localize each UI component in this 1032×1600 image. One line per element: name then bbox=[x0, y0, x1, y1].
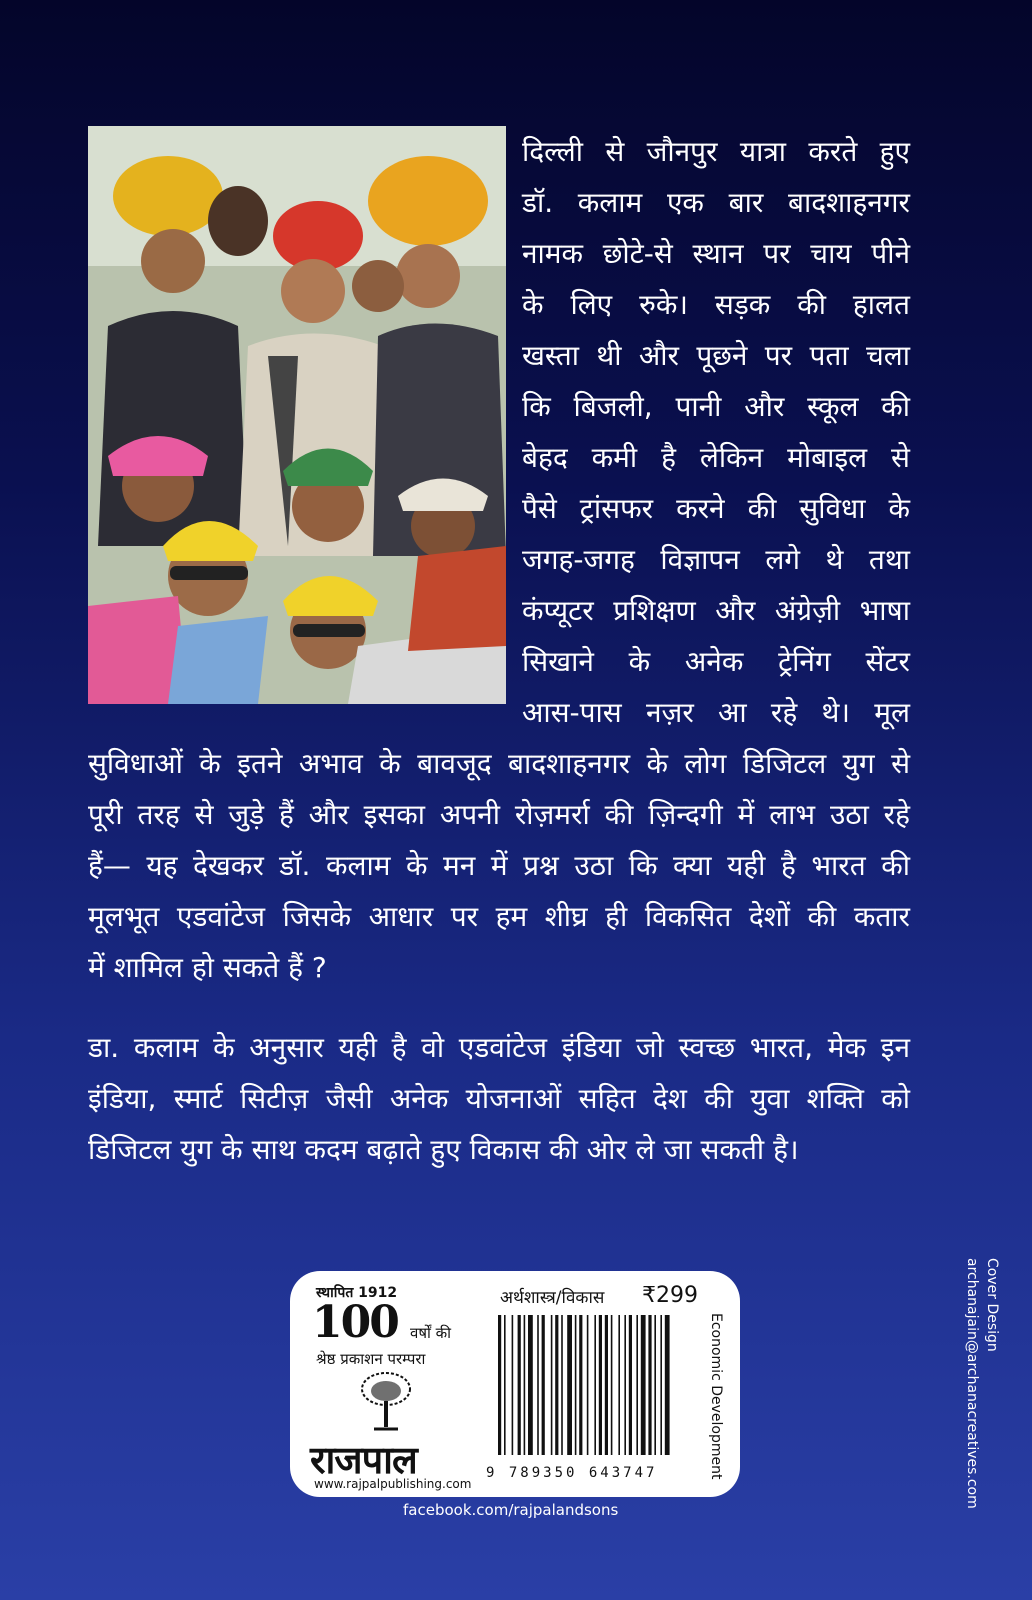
publisher-logo-text: राजपाल bbox=[310, 1438, 417, 1482]
text-line: आस-पास नज़र आ रहे थे। मूल bbox=[522, 696, 910, 729]
book-category: अर्थशास्त्र/विकास bbox=[500, 1288, 605, 1308]
designer-email: archanajain@archanacreatives.com bbox=[964, 1258, 980, 1509]
text-line: डा. कलाम के अनुसार यही है वो एडवांटेज इंडिया जो स्वच्छ भारत, मेक इन bbox=[88, 1031, 910, 1064]
years-label: वर्षों की bbox=[410, 1324, 452, 1342]
text-line: कि बिजली, पानी और स्कूल की bbox=[522, 390, 910, 423]
facebook-link[interactable]: facebook.com/rajpalandsons bbox=[403, 1501, 619, 1519]
category-english: Economic Development bbox=[708, 1313, 724, 1480]
tradition-label: श्रेष्ठ प्रकाशन परम्परा bbox=[316, 1350, 426, 1368]
tree-icon bbox=[358, 1371, 414, 1435]
publisher-website: www.rajpalpublishing.com bbox=[314, 1477, 472, 1491]
cover-design-credit bbox=[962, 1258, 1002, 1509]
text-line: डिजिटल युग के साथ कदम बढ़ाते हुए विकास की ओर ले जा सकती है। bbox=[88, 1133, 799, 1166]
text-line: सिखाने के अनेक ट्रेनिंग सेंटर bbox=[522, 645, 910, 678]
barcode-icon bbox=[498, 1315, 694, 1455]
intro-paragraph-wrapped bbox=[522, 126, 910, 738]
text-line: जगह-जगह विज्ञापन लगे थे तथा bbox=[522, 543, 910, 576]
text-line: में शामिल हो सकते हैं ? bbox=[88, 951, 327, 984]
book-price: ₹299 bbox=[642, 1283, 698, 1308]
text-line: सुविधाओं के इतने अभाव के बावजूद बादशाहनगर के लोग डिजिटल युग से bbox=[88, 747, 910, 780]
intro-paragraph-continued bbox=[88, 738, 910, 993]
text-line: कंप्यूटर प्रशिक्षण और अंग्रेज़ी भाषा bbox=[522, 594, 910, 627]
established-year: स्थापित 1912 bbox=[316, 1285, 398, 1301]
text-line: नामक छोटे-से स्थान पर चाय पीने bbox=[522, 237, 910, 270]
text-line: के लिए रुके। सड़क की हालत bbox=[522, 288, 910, 321]
publisher-barcode-box bbox=[290, 1271, 740, 1497]
cover-design-label: Cover Design bbox=[984, 1258, 1000, 1352]
text-line: हैं— यह देखकर डॉ. कलाम के मन में प्रश्न उठा कि क्या यही है भारत की bbox=[88, 849, 910, 882]
text-line: पैसे ट्रांसफर करने की सुविधा के bbox=[522, 492, 910, 525]
summary-paragraph bbox=[88, 1022, 910, 1175]
text-line: पूरी तरह से जुड़े हैं और इसका अपनी रोज़मर्रा की ज़िन्दगी में लाभ उठा रहे bbox=[88, 798, 910, 831]
cover-photo bbox=[88, 126, 506, 704]
text-line: दिल्ली से जौनपुर यात्रा करते हुए bbox=[522, 135, 910, 168]
hundred-years-number: 100 bbox=[312, 1297, 398, 1348]
text-line: इंडिया, स्मार्ट सिटीज़ जैसी अनेक योजनाओं सहित देश की युवा शक्ति को bbox=[88, 1082, 910, 1115]
isbn-digits: 9 789350 643747 bbox=[486, 1465, 658, 1481]
text-line: मूलभूत एडवांटेज जिसके आधार पर हम शीघ्र ही विकसित देशों की कतार bbox=[88, 900, 910, 933]
group-photo-icon bbox=[88, 126, 506, 704]
text-line: खस्ता थी और पूछने पर पता चला bbox=[522, 339, 910, 372]
text-line: डॉ. कलाम एक बार बादशाहनगर bbox=[522, 186, 910, 219]
text-line: बेहद कमी है लेकिन मोबाइल से bbox=[522, 441, 910, 474]
